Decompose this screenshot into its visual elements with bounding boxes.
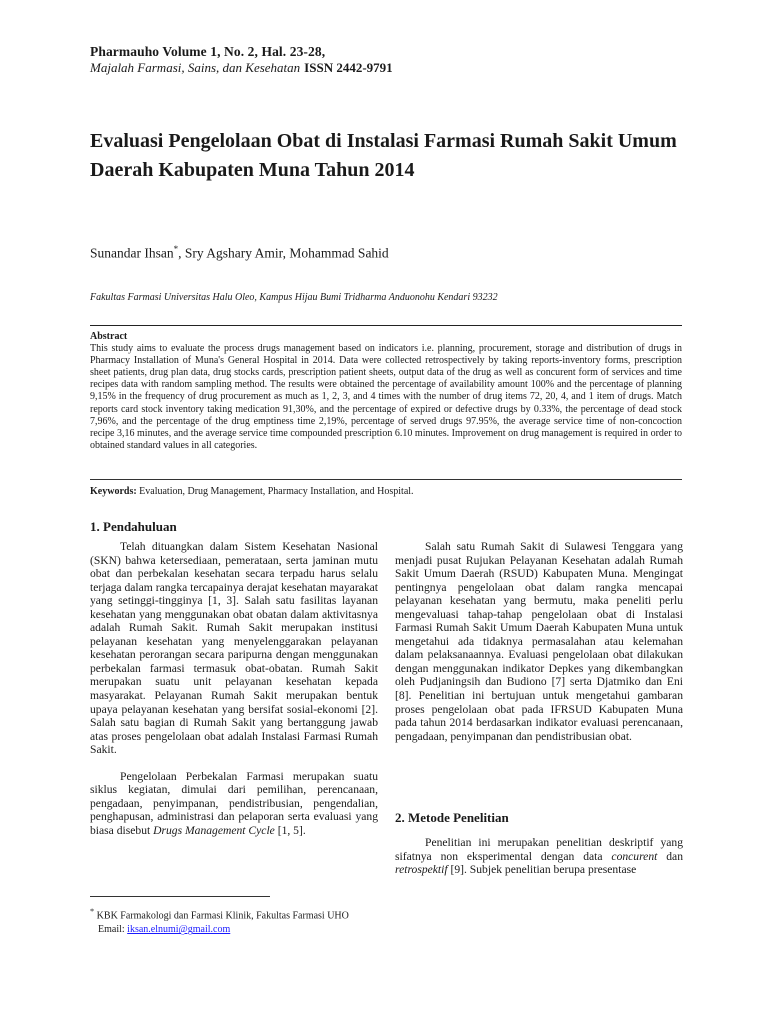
- abstract-heading: Abstract: [90, 331, 128, 342]
- paragraph: Penelitian ini merupakan penelitian deskriptif yang sifatnya non eksperimental dengan data concurent dan retrospektif [9]. Subjek penelitian berupa presentase: [395, 836, 684, 877]
- footnote-line-email: Email: iksan.elnumi@gmail.com: [98, 924, 231, 936]
- author-list: [90, 244, 389, 262]
- paper-title: Evaluasi Pengelolaan Obat di Instalasi Farmasi Rumah Sakit Umum Daerah Kabupaten Muna Tahun 2014: [90, 130, 677, 181]
- journal-volume-line: Pharmauho Volume 1, No. 2, Hal. 23-28,: [90, 44, 326, 59]
- left-column: [90, 540, 378, 837]
- journal-name-line: [90, 60, 393, 76]
- paragraph: Salah satu Rumah Sakit di Sulawesi Tenggara yang menjadi pusat Rujukan Pelayanan Kesehatan adalah Rumah Sakit Umum Daerah (RSUD) Kabupaten Muna. Mengingat pentingnya pengelolaan obat dalam rangka mencapai pelayanan kesehatan yang bermutu, maka peneliti perlu mengevaluasi tahap-tahap pengelolaan obat di Instalasi Farmasi Rumah Sakit Umum Daerah Kabupaten Muna untuk mengetahui ada tidaknya permasalahan atau kelemahan dalam pelaksanaannya. Evaluasi pengelolaan obat dilakukan dengan menggunakan indikator Depkes yang dikembangkan oleh Pudjaningsih dan Budiono [7] serta Djatmiko dan Eni [8]. Penelitian ini bertujuan untuk mengetahui gambaran proses pengelolaan obat pada IFRSUD Kabupaten Muna pada tahun 2014 berdasarkan indikator evaluasi perencanaan, pengadaan, penyimpanan dan pendistribusian obat.: [395, 540, 683, 743]
- abstract-body: This study aims to evaluate the process drugs management based on indicators i.e. planning, procurement, storage and distribution of drugs in Pharmacy Installation of Muna's General Hospital in 2014. Data were collected retrospectively by taking reports-inventory forms, prescription sheet patients, drug plan data, drug stocks cards, prescription patient sheets, output data of the drug as well as concurent form of services and time recipes data with random sampling method. The results were obtained the percentage of availability amount 100% and the percentage of planning 9,15% in the frequency of drug procurement as much as 1, 2, 3, and 4 times with the number of drug items 72, 20, 4, and 1 item of drugs. Match reports card stock inventory taking medication 91,30%, and the percentage of expired or defective drugs by 0.33%, the percentage of dead stock 7,96%, and the percentage of the drug emptiness time 2,19%, percentage of served drugs 97.95%, the average service time of non-concoction recipe 3,16 minutes, and the average service time compounded prescription 6.10 minutes. Improvement on drug management is required in order to obtained standard values in all categories.: [90, 343, 682, 451]
- section-heading-metode: 2. Metode Penelitian: [395, 810, 509, 825]
- right-column: [395, 540, 683, 743]
- paragraph: Pengelolaan Perbekalan Farmasi merupakan suatu siklus kegiatan, dimulai dari pemilihan, perencanaan, pengadaan, penyimpanan, pendistribusian, pengendalian, penghapusan, administrasi dan pelaporan serta evaluasi yang biasa disebut Drugs Management Cycle [1, 5].: [90, 769, 378, 837]
- first-author: Sunandar Ihsan: [90, 245, 174, 261]
- footnote-mark: *: [90, 907, 95, 916]
- abstract-block: [90, 331, 682, 452]
- footnote-line-affiliation: * KBK Farmakologi dan Farmasi Klinik, Fakultas Farmasi UHO: [90, 907, 349, 922]
- abstract-top-rule: [90, 325, 682, 326]
- section-heading-pendahuluan: 1. Pendahuluan: [90, 519, 177, 534]
- footnote-rule: [90, 896, 270, 897]
- right-column-methods: [395, 836, 683, 877]
- corresponding-mark: *: [173, 244, 179, 254]
- email-link[interactable]: iksan.elnumi@gmail.com: [127, 924, 231, 936]
- journal-issn: ISSN 2442-9791: [304, 60, 393, 75]
- affiliation: Fakultas Farmasi Universitas Halu Oleo, Kampus Hijau Bumi Tridharma Anduonohu Kendari 93232: [90, 292, 498, 303]
- journal-name: Majalah Farmasi, Sains, dan Kesehatan: [90, 60, 301, 75]
- keywords-line: [90, 486, 682, 497]
- paragraph: Telah dituangkan dalam Sistem Kesehatan Nasional (SKN) bahwa ketersediaan, pemerataan, serta jaminan mutu obat dan perbekalan kesehatan secara terpadu harus selalu terjaga dalam rangka tercapainya derajat kesehatan mayarakat yang setinggi-tingginya [1, 3]. Salah satu fasilitas layanan kesehatan yang menggunakan obat obatan dalam aktivitasnya adalah Rumah Sakit. Rumah Sakit merupakan institusi pelayanan kesehatan yang menyelenggarakan pelayanan kesehatan perorangan secara paripurna dengan menggunakan perbekalan farmasi termasuk obat-obatan. Rumah Sakit merupakan suatu unit pelayanan kesehatan kepada masyarakat. Pelayanan Rumah Sakit merupakan bentuk upaya pelayanan kesehatan yang bersifat sosial-ekonomi [2]. Salah satu bagian di Rumah Sakit yang bertanggung jawab atas proses pengelolaan obat adalah Instalasi Farmasi Rumah Sakit.: [90, 540, 378, 757]
- abstract-bottom-rule: [90, 479, 682, 480]
- keywords-text: Evaluation, Drug Management, Pharmacy Installation, and Hospital.: [139, 486, 414, 497]
- other-authors: , Sry Agshary Amir, Mohammad Sahid: [178, 245, 389, 261]
- footnote: [90, 905, 349, 937]
- keywords-label: Keywords:: [90, 486, 137, 497]
